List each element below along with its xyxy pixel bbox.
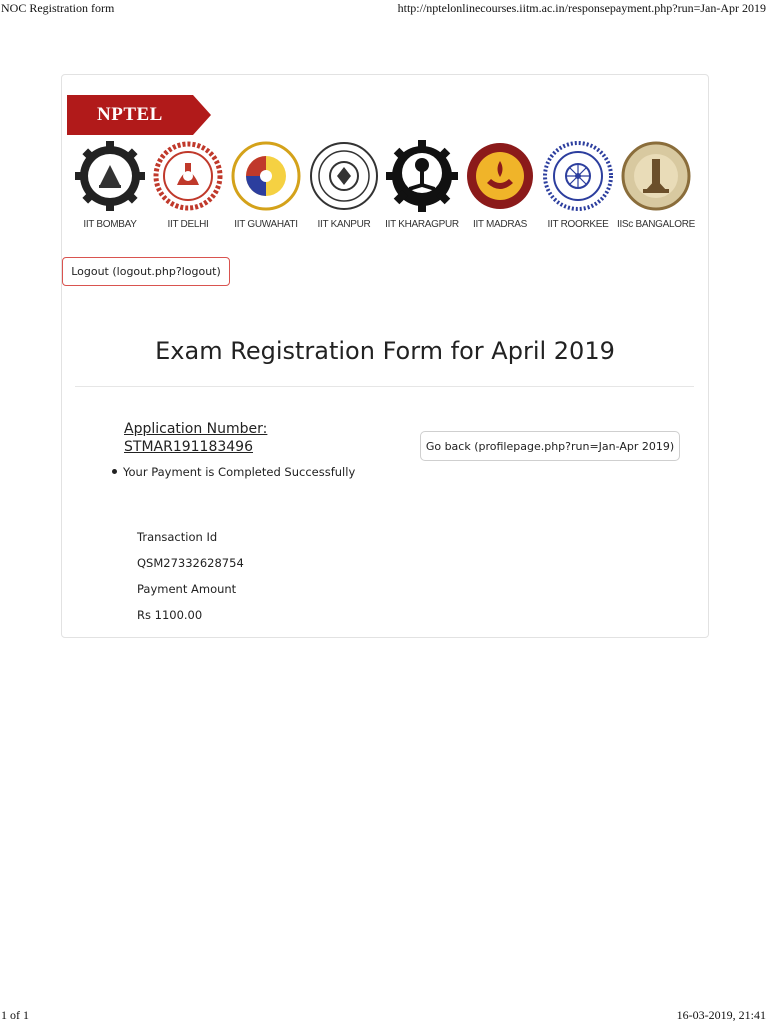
payment-amount-label: Payment Amount — [137, 582, 237, 596]
payment-status — [112, 465, 355, 479]
iisc-bangalore-label: IISc BANGALORE — [616, 219, 696, 230]
nptel-banner — [67, 95, 211, 135]
iisc-bangalore-logo-icon — [619, 139, 693, 213]
page-title: Exam Registration Form for April 2019 — [155, 337, 615, 365]
iit-guwahati-logo — [226, 139, 306, 229]
iit-roorkee-logo — [538, 139, 618, 229]
iit-bombay-label: IIT BOMBAY — [83, 219, 137, 230]
iit-guwahati-label: IIT GUWAHATI — [234, 219, 298, 230]
iit-delhi-logo — [148, 139, 228, 229]
application-number-link[interactable] — [124, 420, 267, 456]
print-header-url: http://nptelonlinecourses.iitm.ac.in/responsepayment.php?run=Jan-Apr 2019 — [397, 1, 766, 15]
print-header-title: NOC Registration form — [1, 1, 115, 15]
iit-roorkee-label: IIT ROORKEE — [547, 219, 609, 230]
print-footer — [0, 1006, 768, 1024]
iit-guwahati-logo-icon — [229, 139, 303, 213]
iit-madras-logo — [460, 139, 540, 229]
print-datetime: 16-03-2019, 21:41 — [676, 1008, 766, 1022]
iit-kanpur-logo — [304, 139, 384, 229]
print-header — [0, 0, 768, 18]
iit-kanpur-logo-icon — [307, 139, 381, 213]
title-divider — [75, 386, 694, 387]
iit-kharagpur-logo-icon — [385, 139, 459, 213]
iit-bombay-logo — [70, 139, 150, 229]
iit-kharagpur-logo — [382, 139, 462, 229]
bullet-icon — [112, 469, 117, 474]
iit-kharagpur-label: IIT KHARAGPUR — [385, 219, 459, 230]
iit-delhi-label: IIT DELHI — [167, 219, 209, 230]
payment-status-text: Your Payment is Completed Successfully — [123, 465, 356, 479]
payment-amount-value: Rs 1100.00 — [137, 608, 203, 622]
transaction-id-label: Transaction Id — [137, 530, 218, 544]
registration-card — [61, 74, 709, 638]
iit-delhi-logo-icon — [151, 139, 225, 213]
logout-button[interactable]: Logout (logout.php?logout) — [62, 257, 230, 286]
iit-madras-logo-icon — [463, 139, 537, 213]
iit-madras-label: IIT MADRAS — [472, 219, 528, 230]
go-back-button[interactable]: Go back (profilepage.php?run=Jan-Apr 2019) — [420, 431, 680, 461]
application-number-label: Application Number: — [124, 421, 268, 437]
institute-logos — [72, 139, 702, 229]
page-count: 1 of 1 — [1, 1008, 29, 1022]
transaction-id-value: QSM27332628754 — [137, 556, 244, 570]
iit-kanpur-label: IIT KANPUR — [317, 219, 371, 230]
iit-roorkee-logo-icon — [541, 139, 615, 213]
nptel-banner-text: NPTEL — [97, 104, 163, 125]
iisc-bangalore-logo — [616, 139, 696, 229]
application-number-value: STMAR191183496 — [124, 439, 253, 455]
iit-bombay-logo-icon — [73, 139, 147, 213]
